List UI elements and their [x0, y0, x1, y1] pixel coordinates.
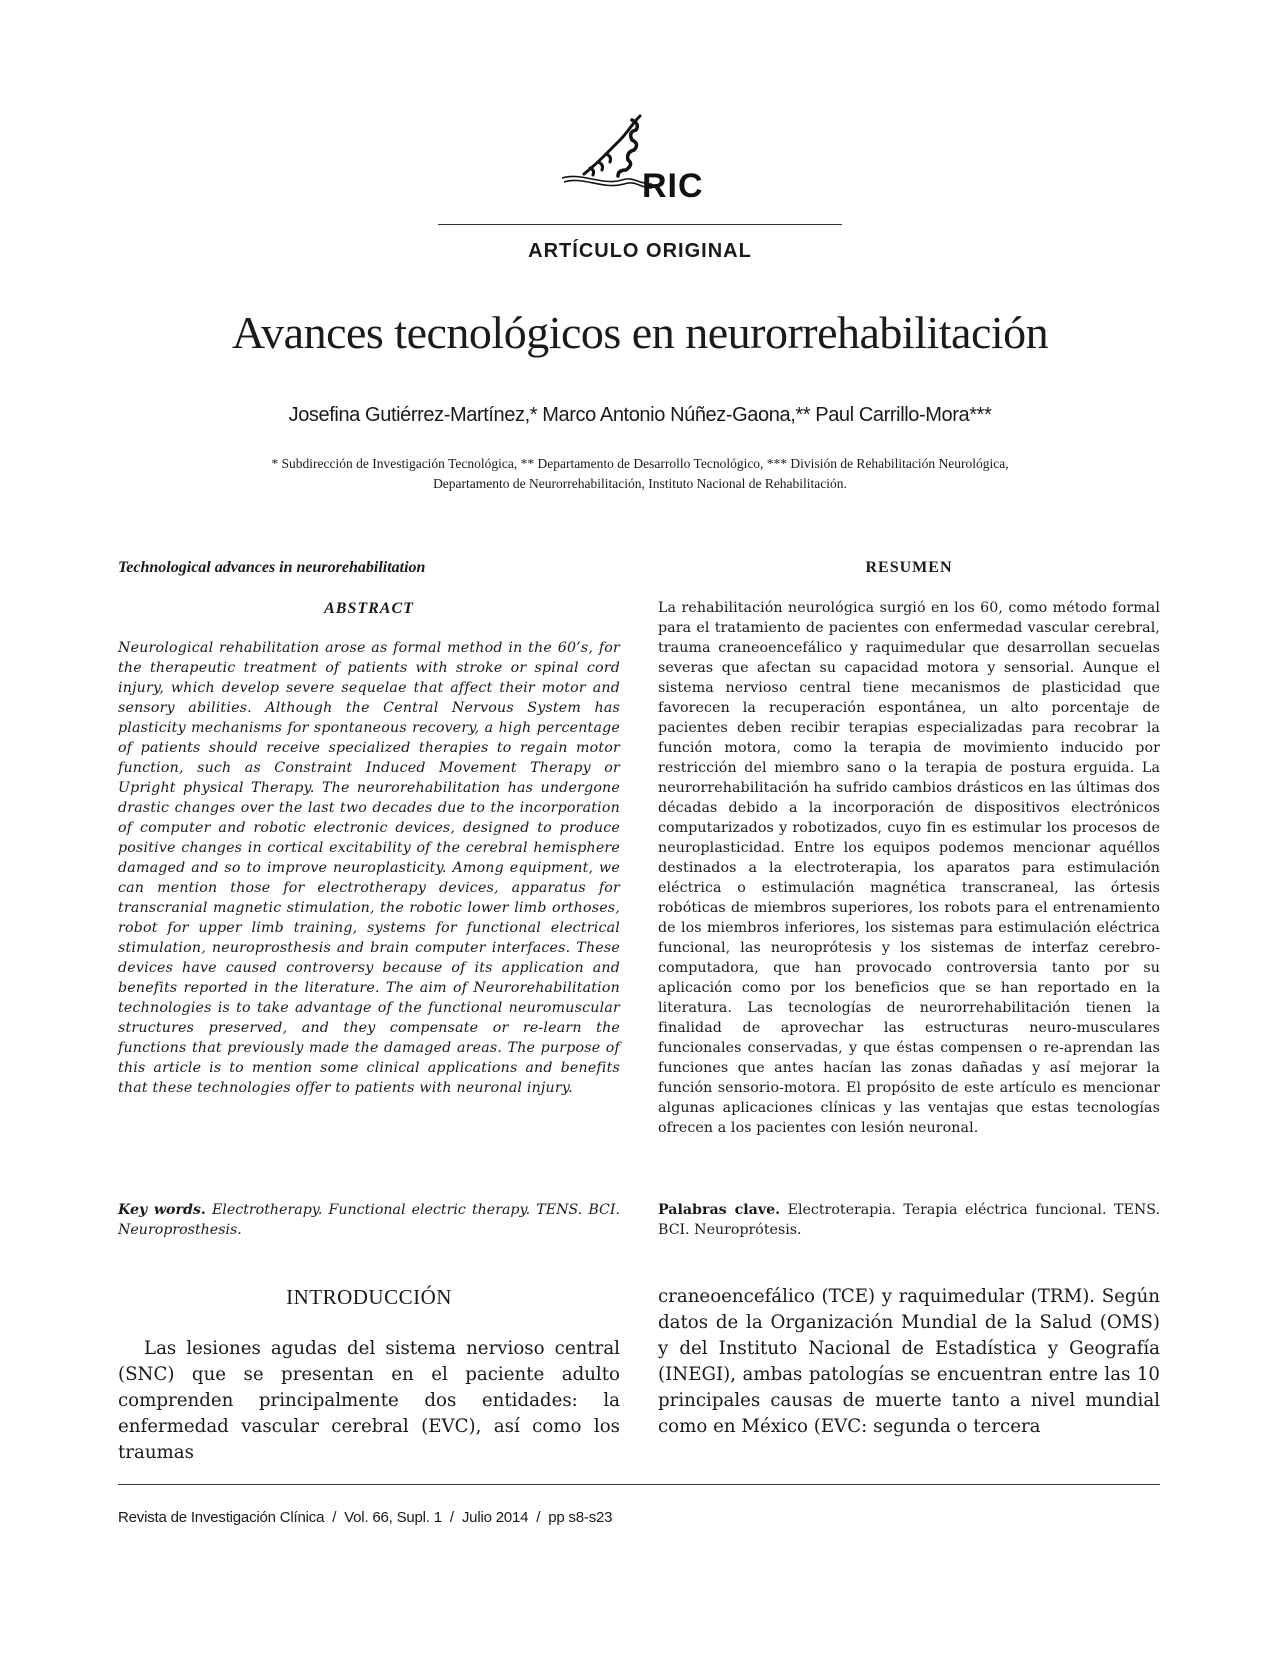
resumen-heading: RESUMEN — [865, 559, 953, 576]
intro-text-left: Las lesiones agudas del sistema nervioso central (SNC) que se presentan en el paciente adulto comprenden principalmente dos entidades: la enfermedad vascular cerebral (EVC), así como los traumas — [118, 1338, 620, 1463]
intro-text-right: craneoencefálico (TCE) y raquimedular (TRM). Según datos de la Organización Mundial de la Salud (OMS) y del Instituto Nacional de Estadística y Geografía (INEGI), ambas patologías se encuentran entre las 10 principales causas de muerte tanto a nivel mundial como en México (EVC: segunda o tercera — [658, 1286, 1160, 1437]
keywords-spanish — [658, 1200, 1160, 1240]
header-rule — [438, 224, 842, 225]
footer-separator: / — [536, 1509, 541, 1526]
footer-volume: Vol. 66, Supl. 1 — [344, 1509, 442, 1526]
footer-rule — [118, 1484, 1160, 1485]
footer-date: Julio 2014 — [461, 1509, 529, 1526]
article-authors: Josefina Gutiérrez-Martínez,* Marco Antonio Núñez-Gaona,** Paul Carrillo-Mora*** — [288, 404, 992, 426]
palabras-clave-label: Palabras clave. — [658, 1202, 781, 1218]
footer-separator: / — [449, 1509, 454, 1526]
article-title: Avances tecnológicos en neurorrehabilitación — [231, 307, 1049, 358]
abstract-text: Neurological rehabilitation arose as formal method in the 60’s, for the therapeutic treatment of patients with stroke or spinal cord injury, which develop severe sequelae that affect their motor and sensory abilities. Although the Central Nervous System has plasticity mechanisms for spontaneous recovery, a high percentage of patients should receive specialized therapies to regain motor function, such as Constraint Induced Movement Therapy or Upright physical Therapy. The neurorehabilitation has undergone drastic changes over the last two decades due to the incorporation of computer and robotic electronic devices, designed to produce positive changes in cortical excitability of the cerebral hemisphere damaged and so to improve neuroplasticity. Among equipment, we can mention those for electrotherapy devices, apparatus for transcranial magnetic stimulation, the robotic lower limb orthoses, robot for upper limb training, systems for functional electrical stimulation, neuroprosthesis and brain computer interfaces. These devices have caused controversy because of its application and benefits reported in the literature. The aim of Neurorehabilitation technologies is to take advantage of the functional neuromuscular structures preserved, and they compensate or re-learn the functions that previously made the damaged areas. The purpose of this article is to mention some clinical applications and benefits that these technologies offer to patients with neuronal injury. — [118, 640, 620, 1096]
keywords-english — [118, 1200, 620, 1240]
intro-heading: INTRODUCCIÓN — [286, 1285, 452, 1309]
footer-separator: / — [332, 1509, 337, 1526]
keywords-label: Key words. — [118, 1202, 206, 1218]
footer-pages: pp s8-s23 — [548, 1509, 613, 1526]
affiliations-line-2: Departamento de Neurorrehabilitación, Instituto Nacional de Rehabilitación. — [433, 476, 847, 491]
abstract-heading: ABSTRACT — [324, 600, 414, 617]
section-label: ARTÍCULO ORIGINAL — [528, 240, 752, 262]
resumen-text: La rehabilitación neurológica surgió en los 60, como método formal para el tratamiento de pacientes con enfermedad vascular cerebral, trauma craneoencefálico y raquimedular que desarrollan secuelas severas que afectan su capacidad motora y sensorial. Aunque el sistema nervioso central tiene mecanismos de plasticidad que favorecen la recuperación espontánea, un alto porcentaje de pacientes deben recibir terapias especializadas para recobrar la función motora, como la terapia de movimiento inducido por restricción del miembro sano o la terapia de postura erguida. La neurorrehabilitación ha sufrido cambios drásticos en las últimas dos décadas debido a la incorporación de dispositivos electrónicos computarizados y robotizados, cuyo fin es estimular los procesos de neuroplasticidad. Entre los equipos podemos mencionar aquéllos destinados a la electroterapia, los aparatos para estimulación eléctrica o estimulación magnética transcraneal, las órtesis robóticas de miembros superiores, los robots para el entrenamiento de los miembros inferiores, los sistemas para estimulación eléctrica funcional, las neuroprótesis y los sistemas de interfaz cerebro-computadora, que han provocado controversia tanto por su aplicación como por los beneficios que se han reportado en la literatura. Las tecnologías de neurorrehabilitación tienen la finalidad de aprovechar las estructuras neuro-musculares funcionales conservadas, y que éstas compensen o re-aprendan las funciones que antes hacían las zonas dañadas y así mejorar la función sensorio-motora. El propósito de este artículo es mencionar algunas aplicaciones clínicas y las ventajas que estas tecnologías ofrecen a los pacientes con lesión neuronal. — [658, 600, 1160, 1136]
journal-logo — [562, 114, 722, 209]
affiliations-line-1: * Subdirección de Investigación Tecnológica, ** Departamento de Desarrollo Tecnológico, *** División de Rehabilitación Neurológica, — [271, 456, 1009, 471]
english-title: Technological advances in neurorehabilitation — [118, 559, 426, 576]
logo-text: RIC — [642, 167, 704, 205]
footer-citation — [118, 1509, 1160, 1526]
palabras-clave-value: Electroterapia. Terapia eléctrica funcional. TENS. BCI. Neuroprótesis. — [658, 1202, 1160, 1238]
keywords-value: Electrotherapy. Functional electric therapy. TENS. BCI. Neuroprosthesis. — [118, 1202, 620, 1238]
footer-journal: Revista de Investigación Clínica — [118, 1509, 325, 1526]
affiliations — [110, 454, 1170, 494]
